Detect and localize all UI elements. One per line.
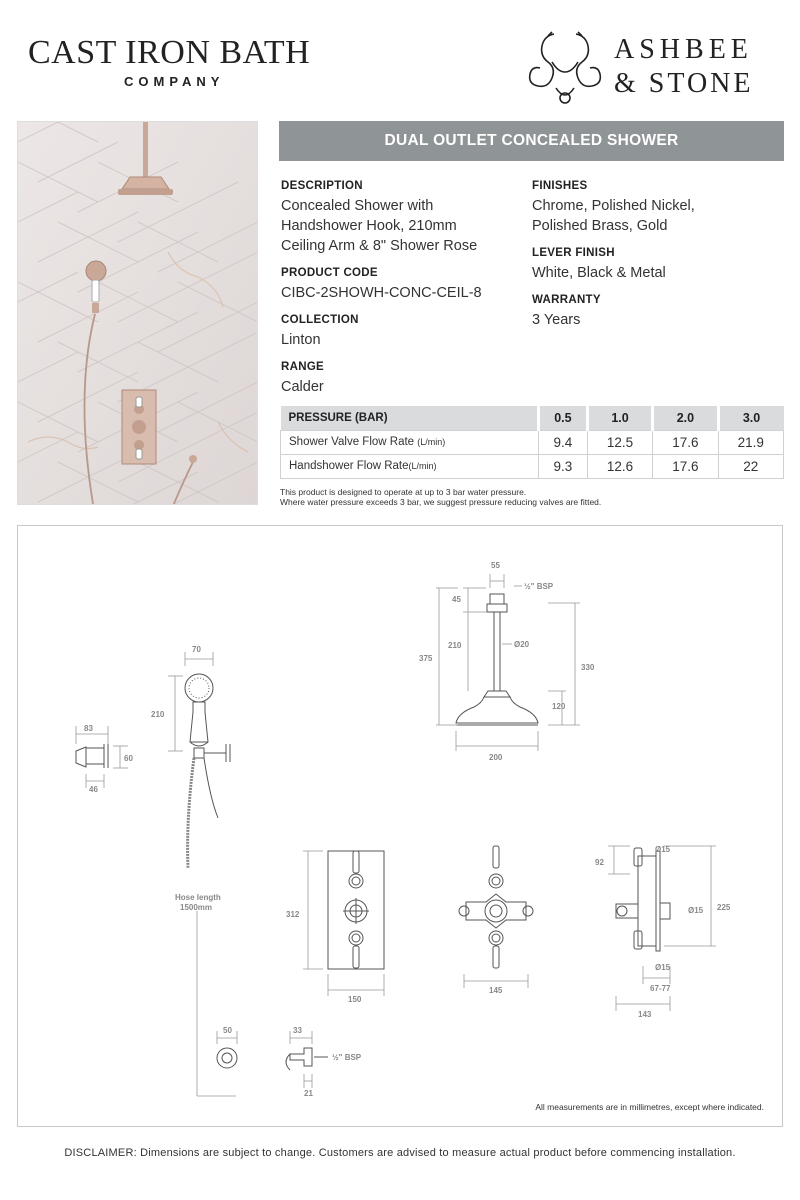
range-value: Calder <box>281 379 324 395</box>
description-label: DESCRIPTION <box>281 180 363 192</box>
hose-length-value: 1500mm <box>180 903 213 912</box>
dim-60: 60 <box>124 754 133 763</box>
table-row <box>281 454 784 478</box>
cell: 9.3 <box>539 454 588 478</box>
dim-150: 150 <box>348 995 362 1004</box>
cell: 9.4 <box>539 430 588 454</box>
dim-225: 225 <box>717 903 731 912</box>
brand-right-line1: ASHBEE <box>614 34 753 65</box>
dim-33: 33 <box>293 1026 302 1035</box>
technical-drawing <box>17 525 783 1127</box>
header-pressure: PRESSURE (BAR) <box>281 406 539 430</box>
collection-label: COLLECTION <box>281 314 359 326</box>
dim-d15-mid: Ø15 <box>688 906 704 915</box>
collection-value: Linton <box>281 332 321 348</box>
cell: 21.9 <box>718 430 783 454</box>
dim-d20: Ø20 <box>514 640 530 649</box>
brand-left-subtitle: COMPANY <box>124 74 225 89</box>
pressure-note: This product is designed to operate at up to 3 bar water pressure. Where water pressure exceeds 3 bar, we suggest pressure reducing valves are fitted. <box>280 487 602 507</box>
brand-left-title: CAST IRON BATH <box>28 34 311 71</box>
dim-55: 55 <box>491 561 500 570</box>
dim-50: 50 <box>223 1026 232 1035</box>
pressure-header-row <box>281 406 784 430</box>
header-1-0: 1.0 <box>587 406 652 430</box>
row-label: Handshower Flow Rate(L/min) <box>281 454 539 478</box>
description-block <box>281 180 477 256</box>
collection-block <box>281 314 359 350</box>
finishes-value: Chrome, Polished Nickel, Polished Brass, Gold <box>532 198 695 234</box>
header-3-0: 3.0 <box>718 406 783 430</box>
dim-46: 46 <box>89 785 98 794</box>
pressure-table <box>280 406 784 479</box>
dim-330: 330 <box>581 663 595 672</box>
hose-length-label: Hose length <box>175 893 221 902</box>
finishes-block <box>532 180 695 236</box>
measurement-footnote: All measurements are in millimetres, except where indicated. <box>535 1102 764 1112</box>
dim-375: 375 <box>419 654 433 663</box>
table-row <box>281 430 784 454</box>
product-title: DUAL OUTLET CONCEALED SHOWER <box>279 121 784 161</box>
cast-iron-bath-logo <box>28 34 310 89</box>
range-label: RANGE <box>281 361 325 373</box>
dim-d15-bottom: Ø15 <box>655 963 671 972</box>
seahorse-logo-icon <box>526 28 604 108</box>
brand-right-line2: & STONE <box>614 68 754 99</box>
product-code-value: CIBC-2SHOWH-CONC-CEIL-8 <box>281 285 482 301</box>
dim-143: 143 <box>638 1010 652 1019</box>
product-code-label: PRODUCT CODE <box>281 267 378 279</box>
cell: 17.6 <box>653 430 718 454</box>
dim-145: 145 <box>489 986 503 995</box>
cell: 17.6 <box>653 454 718 478</box>
dim-210-handset: 210 <box>151 710 165 719</box>
dim-21: 21 <box>304 1089 313 1098</box>
warranty-label: WARRANTY <box>532 294 601 306</box>
dim-bsp-top: ½" BSP <box>524 582 554 591</box>
cell: 12.6 <box>587 454 652 478</box>
range-block <box>281 361 324 397</box>
disclaimer: DISCLAIMER: Dimensions are subject to change. Customers are advised to measure actual product before commencing installation. <box>64 1147 736 1159</box>
dim-67-77: 67-77 <box>650 984 671 993</box>
warranty-block <box>532 294 601 330</box>
lever-value: White, Black & Metal <box>532 265 666 281</box>
dim-200: 200 <box>489 753 503 762</box>
lever-label: LEVER FINISH <box>532 247 615 259</box>
warranty-value: 3 Years <box>532 312 581 328</box>
dim-45: 45 <box>452 595 461 604</box>
cell: 12.5 <box>587 430 652 454</box>
dim-70: 70 <box>192 645 201 654</box>
header-0-5: 0.5 <box>539 406 588 430</box>
row-label: Shower Valve Flow Rate (L/min) <box>281 430 539 454</box>
product-photo <box>17 121 258 505</box>
dim-92: 92 <box>595 858 604 867</box>
dim-d15-top: Ø15 <box>655 845 671 854</box>
cell: 22 <box>718 454 783 478</box>
header-2-0: 2.0 <box>653 406 718 430</box>
dim-120: 120 <box>552 702 566 711</box>
lever-block <box>532 247 666 283</box>
finishes-label: FINISHES <box>532 180 588 192</box>
dim-83: 83 <box>84 724 93 733</box>
dim-210-arm: 210 <box>448 641 462 650</box>
ashbee-stone-logo <box>526 28 776 108</box>
dim-bsp-bottom: ½" BSP <box>332 1053 362 1062</box>
dim-312: 312 <box>286 910 300 919</box>
product-code-block <box>281 267 482 303</box>
description-value: Concealed Shower with Handshower Hook, 210mm Ceiling Arm & 8" Shower Rose <box>281 198 478 254</box>
